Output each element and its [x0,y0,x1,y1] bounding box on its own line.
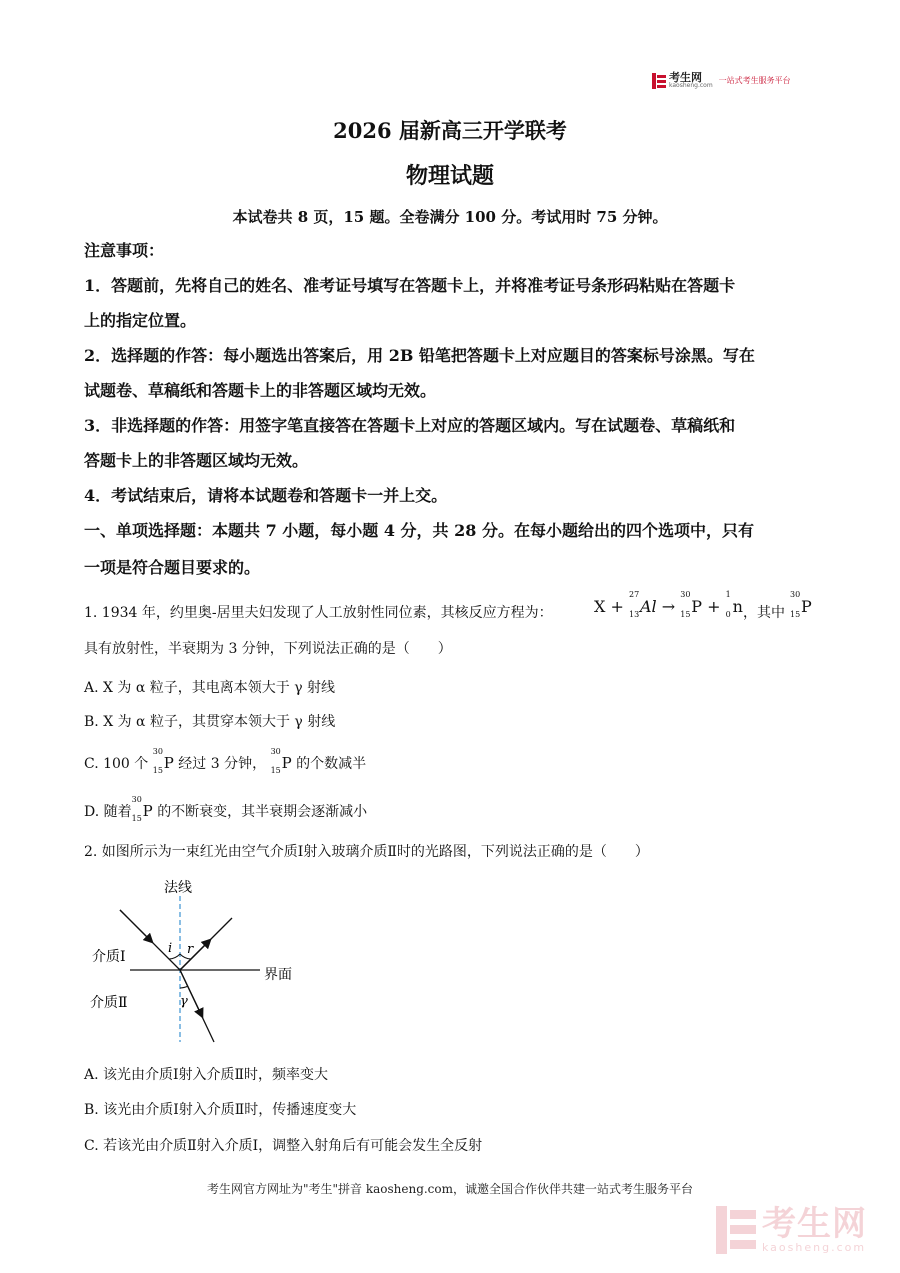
q1-equation [594,590,743,619]
medium1-label: 介质Ⅰ [92,949,126,965]
q1-option-c: C. 100 个 30 15 P 经过 3 分钟， 30 15 P 的个数减半 [84,747,367,775]
medium2-label: 介质Ⅱ [90,995,128,1011]
nuclide-n: 1 0 [725,590,731,619]
light-path-diagram [80,874,320,1054]
section-heading: 一项是符合题目要求的。 [84,558,261,577]
angle-r-label: r [187,942,194,957]
q1-stem-c: 具有放射性，半衰期为 3 分钟，下列说法正确的是（ ） [84,641,452,657]
eq-arrow: → [661,597,676,616]
q1-option-d: D. 随着 30 15 P 的不断衰变，其半衰期会逐渐减小 [84,795,368,823]
logo-slogan: 一站式考生服务平台 [718,76,791,85]
normal-label: 法线 [164,880,192,896]
notes-line: 3．非选择题的作答：用签字笔直接答在答题卡上对应的答题区域内。写在试题卷、草稿纸和 [84,416,736,435]
exam-info: 本试卷共 8 页，15 题。全卷满分 100 分。考试用时 75 分钟。 [232,208,668,226]
angle-i-label: i [168,941,173,956]
eq-al: Al [639,597,657,616]
nuclide-al: 27 13 [628,590,640,619]
angle-gamma-arc [180,986,188,988]
notes-line: 2．选择题的作答：每小题选出答案后，用 2B 铅笔把答题卡上对应题目的答案标号涂黑。写在 [84,346,755,365]
q2-option-b: B. 该光由介质Ⅰ射入介质Ⅱ时，传播速度变大 [84,1102,357,1118]
q1-stem-text: 1. 1934 年，约里奥-居里夫妇发现了人工放射性同位素，其核反应方程为： [84,605,553,621]
q1-nuclide-p-ref: 30 15 P [790,590,812,619]
q1-stem [84,604,553,622]
notes-line: 答题卡上的非答题区域均无效。 [84,451,309,470]
q2-option-c: C. 若该光由介质Ⅱ射入介质Ⅰ，调整入射角后有可能会发生全反射 [84,1138,483,1154]
angle-gamma-label: γ [180,994,188,1009]
notes-line: 试题卷、草稿纸和答题卡上的非答题区域均无效。 [84,381,437,400]
q2-option-a: A. 该光由介质Ⅰ射入介质Ⅱ时，频率变大 [84,1067,329,1083]
notes-line: 4．考试结束后，请将本试题卷和答题卡一并上交。 [84,486,448,505]
watermark-logo-icon [716,1206,756,1254]
exam-subject: 物理试题 [405,163,494,189]
section-heading: 一、单项选择题：本题共 7 小题，每小题 4 分，共 28 分。在每小题给出的四个选项中，只有 [84,521,754,540]
exam-title: 2026 届新高三开学联考 [333,118,567,143]
interface-label: 界面 [264,967,292,983]
q1-option-b: B. X 为 α 粒子，其贯穿本领大于 γ 射线 [84,714,336,730]
logo-url: kaosheng.com [669,82,713,89]
logo-name: 考生网 [669,71,702,84]
logo-icon [652,73,666,89]
notes-line: 上的指定位置。 [84,311,197,330]
notes-line: 1．答题前，先将自己的姓名、准考证号填写在答题卡上，并将准考证号条形码粘贴在答题卡 [84,276,736,295]
eq-x: X [594,597,606,616]
eq-plus-2: + [707,597,721,616]
watermark [716,1203,867,1254]
q2-stem: 2. 如图所示为一束红光由空气介质Ⅰ射入玻璃介质Ⅱ时的光路图，下列说法正确的是（ ） [84,844,649,860]
eq-n: n [732,597,743,616]
brand-logo [652,72,791,89]
page-footer: 考生网官方网址为"考生"拼音 kaosheng.com，诚邀全国合作伙伴共建一站式考生服务平台 [206,1182,694,1196]
eq-p: P [691,597,703,616]
watermark-text: 考生网 [762,1203,867,1244]
q1-stem-b: ，其中 [743,605,785,621]
watermark-url: kaosheng.com [762,1240,867,1254]
q1-option-a: A. X 为 α 粒子，其电离本领大于 γ 射线 [84,680,336,696]
notes-heading: 注意事项： [84,241,165,260]
eq-plus: + [610,597,624,616]
nuclide-p: 30 15 [680,590,691,619]
